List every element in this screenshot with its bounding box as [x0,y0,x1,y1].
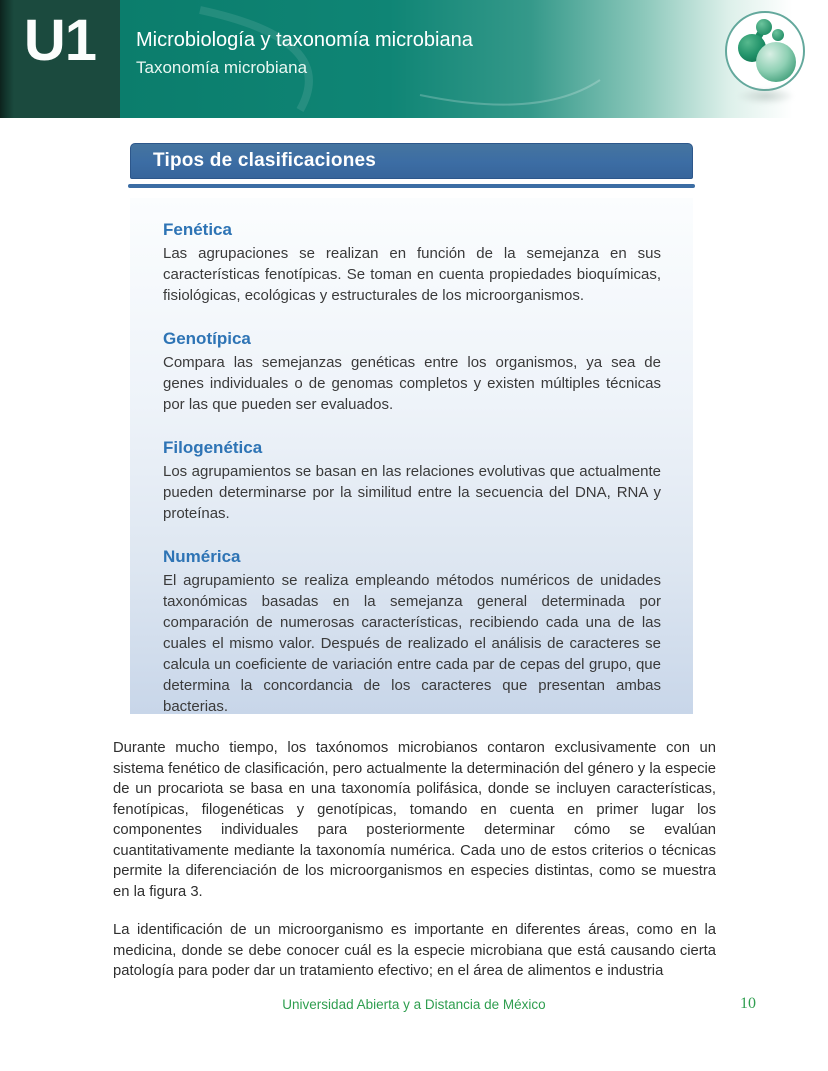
section-fenetica [163,220,661,306]
section-heading: Fenética [163,220,232,239]
section-text: Compara las semejanzas genéticas entre los organismos, ya sea de genes individuales o de genomas completos y existen múltiples técnicas por las que pueden ser evaluados. [163,354,661,413]
box-title-bar [130,143,693,179]
body-paragraph-2: La identificación de un microorganismo es importante en diferentes áreas, como en la medicina, donde se debe conocer cuál es la especie microbiana que está causando cierta patología para poder dar un tratamiento efectivo; en el área de alimentos e industria [113,922,716,979]
section-heading: Genotípica [163,329,251,348]
header-banner [120,0,828,118]
document-title: Microbiología y taxonomía microbiana [136,29,473,51]
unadm-molecule-logo-icon [724,10,806,110]
section-numerica [163,547,661,717]
section-text: El agrupamiento se realiza empleando métodos numéricos de unidades taxonómicas basadas en la semejanza general determinada por comparación de numerosas características, recibiendo cada una de las cuales el mismo valor. Después de realizado el análisis de caracteres se calcula un coeficiente de variación entre cada par de cepas del grupo, que determina la concordancia de los caracteres que presentan ambas bacterias. [163,572,661,715]
section-filogenetica [163,438,661,524]
section-text: Las agrupaciones se realizan en función de la semejanza en sus características fenotípicas. Se toman en cuenta propiedades bioquímicas, fisiológicas, ecológicas y estructurales de los microorganismos. [163,245,661,304]
footer-institution: Universidad Abierta y a Distancia de México [282,997,546,1012]
title-underline [128,184,695,188]
section-heading: Numérica [163,547,241,566]
unit-header [0,0,828,118]
body-paragraph-1: Durante mucho tiempo, los taxónomos microbianos contaron exclusivamente con un sistema fenético de clasificación, pero actualmente la determinación del género y la especie de un procariota se basa en una taxonomía polifásica, donde se incluyen características, fenotípicas, filogenéticas y genotípicas, tomando en cuenta en primer lugar los componentes individuales para posteriormente determinar cómo se evalúan cuantitativamente mediante la taxonomía numérica. Cada uno de estos criterios o técnicas permite la diferenciación de los microorganismos en especies distintas, como se muestra en la figura 3. [113,740,716,900]
classification-box [130,198,693,714]
section-text: Los agrupamientos se basan en las relaciones evolutivas que actualmente pueden determinarse por la similitud entre la secuencia del DNA, RNA y proteínas. [163,463,661,522]
unit-badge-label: U1 [23,8,97,73]
page-number: 10 [740,995,756,1012]
unit-badge [0,0,120,118]
box-title: Tipos de clasificaciones [153,150,377,171]
logo-reflection [738,88,794,104]
document-subtitle: Taxonomía microbiana [136,58,308,77]
section-heading: Filogenética [163,438,263,457]
section-genotipica [163,329,661,415]
